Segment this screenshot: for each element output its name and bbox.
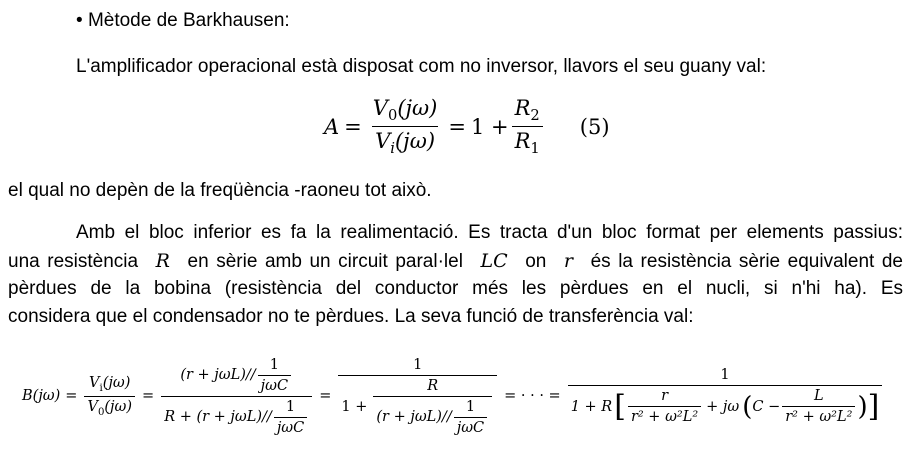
eqb-fraction-2: (r + jωL)∕∕ $\frac{1}{\text{jωC}}$ R + (r + jωL)∕∕ $\frac{1}{\text{jωC}}$ <box>161 357 312 436</box>
paragraph-3-line-1: Amb el bloc inferior es fa la realimentació. Es tracta d'un bloc format per elements passius: <box>76 222 903 243</box>
paragraph-1: L'amplificador operacional està disposat com no inversor, llavors el seu guany val: <box>76 56 767 77</box>
eq5-voltage-fraction: $\frac{V_0(j\omega)}{V_i(j\omega)}$ <box>372 96 438 158</box>
heading-text: Mètode de Barkhausen: <box>87 10 290 31</box>
eq5-lhs: A <box>324 114 340 139</box>
eq5-equals: = <box>344 114 362 139</box>
equation-5 <box>324 96 610 157</box>
eqb-fraction-3: 1 1 + R (r + jωL)∕∕ $\frac{1}{\text{jωC}}$ <box>338 357 497 436</box>
eqb-fraction-4: 1 1 + R [ $\frac{r}{\text{r² + ω²L²}}$ + jω ( C − $\frac{L}{\text{r² + ω²L²}}$ ) ] <box>568 367 883 425</box>
eqb-fraction-1: $\frac{V_i(j\omega)}{V_0(j\omega)}$ <box>84 375 135 418</box>
paragraph-3-line-2: una resistència R en sèrie amb un circuit paral·lel LC on r és la resistència sèrie equivalent de <box>8 250 903 272</box>
paragraph-3-line-3: pèrdues de la bobina (resistència del conductor més les pèrdues en el nucli, si n'hi ha). Es <box>8 278 903 299</box>
eq5-number: (5) <box>579 114 610 139</box>
paragraph-2: el qual no depèn de la freqüència -raoneu tot això. <box>8 180 432 201</box>
equation-transfer-function: B(jω) = $\frac{V_i(j\omega)}{V_0(j\omega)}$ = (r + jωL)∕∕ $\frac{1}{\text{jωC}}$ R + (r + jωL)∕∕ $\frac{1}{\text{jωC}}$ = 1 1 + R (r + jωL)∕∕ $\frac{1}{\text{jωC}}$ = · · · = 1 1 + R [ $\frac{r}{\text{r² + ω²L²}}$ + jω ( C − $\frac{L}{\text{r² + ω²L²}}$ ) ] <box>22 344 884 448</box>
eqb-lhs: B(jω) <box>22 388 61 404</box>
inline-R: R <box>155 250 170 272</box>
eq5-equals-2: = <box>448 114 466 139</box>
eq5-one-plus: 1 + <box>470 114 509 139</box>
inline-LC: LC <box>480 250 508 272</box>
bullet-glyph: • <box>76 10 83 31</box>
paragraph-3-line-4: considera que el condensador no te pèrdues. La seva funció de transferència val: <box>8 306 694 327</box>
bullet-heading <box>76 10 290 32</box>
eqb-dots: = · · · = <box>504 388 561 404</box>
eq5-resistor-fraction: $\frac{R_2}{R_1}$ <box>512 96 543 157</box>
inline-r: r <box>563 250 574 272</box>
